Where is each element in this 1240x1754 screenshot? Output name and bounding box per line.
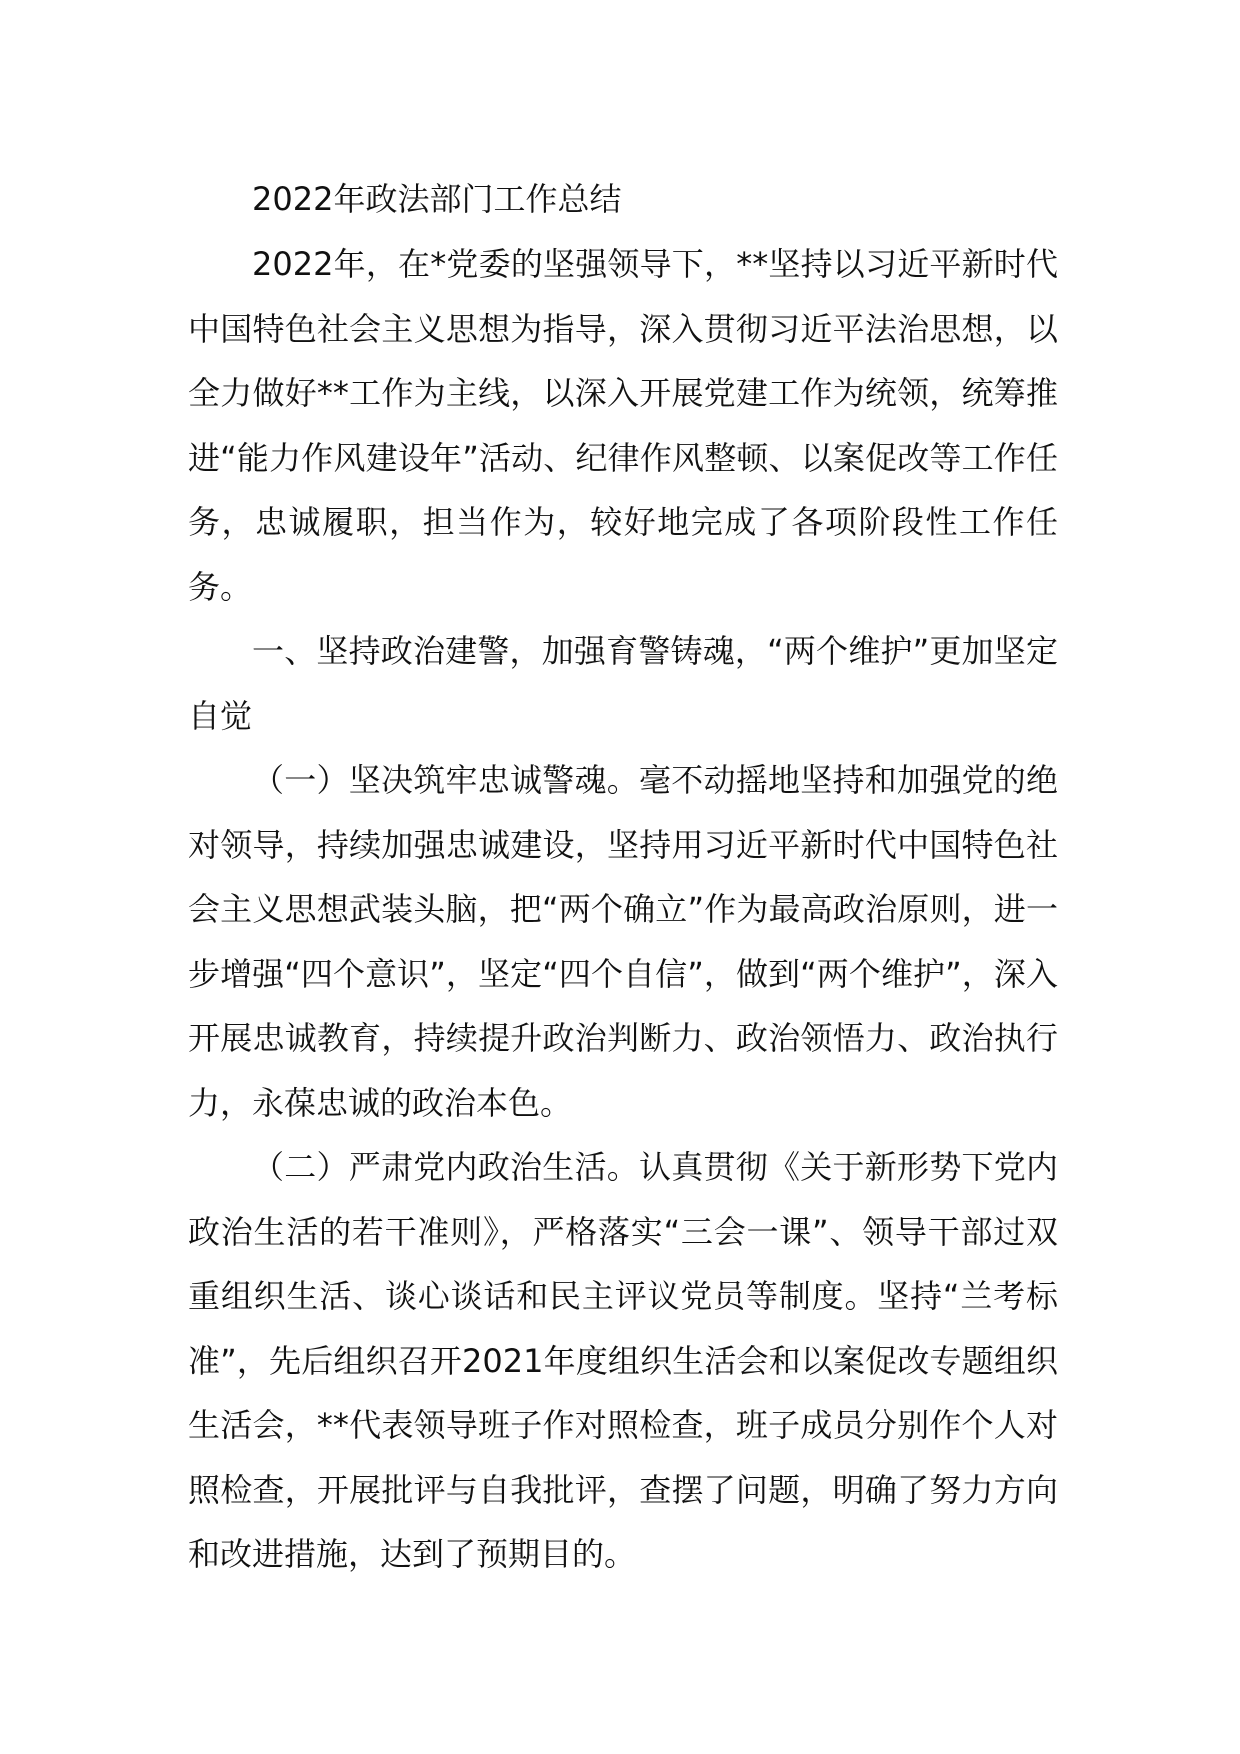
paragraph-intro: 2022年，在*党委的坚强领导下，**坚持以习近平新时代中国特色社会主义思想为指导，深入贯彻习近平法治思想，以全力做好**工作为主线，以深入开展党建工作为统领，统筹推进“能力作风建设年”活动、纪律作风整顿、以案促改等工作任务，忠诚履职，担当作为，较好地完成了各项阶段性工作任务。	[188, 245, 1058, 606]
document-body	[188, 168, 1058, 1587]
paragraph-political-life: （二）严肃党内政治生活。认真贯彻《关于新形势下党内政治生活的若干准则》，严格落实“三会一课”、领导干部过双重组织生活、谈心谈话和民主评议党员等制度。坚持“兰考标准”，先后组织召开2021年度组织生活会和以案促改专题组织生活会，**代表领导班子作对照检查，班子成员分别作个人对照检查，开展批评与自我批评，查摆了问题，明确了努力方向和改进措施，达到了预期目的。	[188, 1148, 1058, 1573]
paragraph-loyalty: （一）坚决筑牢忠诚警魂。毫不动摇地坚持和加强党的绝对领导，持续加强忠诚建设，坚持用习近平新时代中国特色社会主义思想武装头脑，把“两个确立”作为最高政治原则，进一步增强“四个意识”，坚定“四个自信”，做到“两个维护”，深入开展忠诚教育，持续提升政治判断力、政治领悟力、政治执行力，永葆忠诚的政治本色。	[188, 761, 1058, 1122]
section-heading-1: 一、坚持政治建警，加强育警铸魂，“两个维护”更加坚定自觉	[188, 632, 1058, 735]
document-title: 2022年政法部门工作总结	[252, 180, 622, 218]
